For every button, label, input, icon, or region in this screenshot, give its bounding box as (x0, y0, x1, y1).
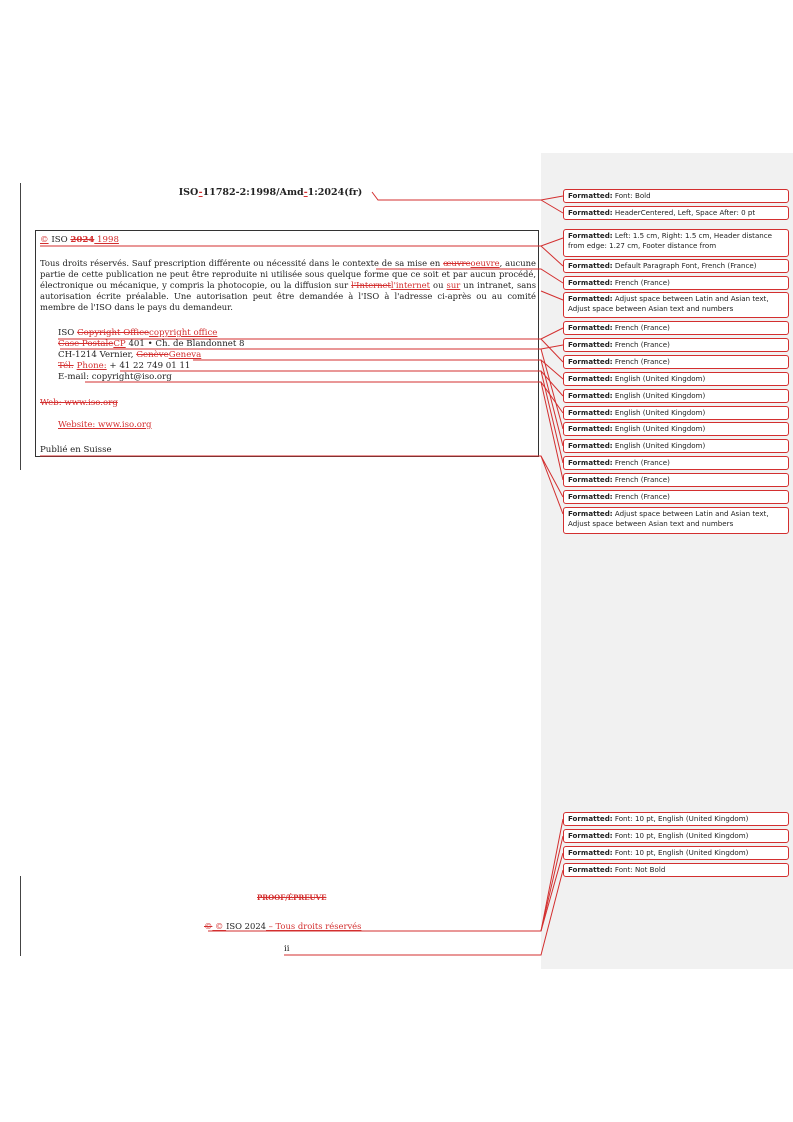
copyright-symbol: © (40, 235, 49, 245)
comment-text: Font: Bold (612, 191, 651, 200)
footer-iso: ISO (226, 921, 242, 931)
comment-label: Formatted: (568, 831, 613, 840)
comment-text: Left: 1.5 cm, Right: 1.5 cm, Header distance from edge: 1.27 cm, Footer distance from (568, 231, 773, 250)
comment-text: Font: 10 pt, English (United Kingdom) (612, 831, 749, 840)
address-text: + 41 22 749 01 11 (106, 361, 191, 371)
deleted-year: 2024 (70, 235, 95, 245)
deleted-text: œuvre (443, 258, 471, 268)
comment-label: Formatted: (568, 340, 613, 349)
connector-line (40, 456, 563, 497)
copyright-iso: ISO (48, 235, 71, 245)
connector-line (58, 328, 563, 339)
comment-label: Formatted: (568, 408, 613, 417)
proof-label: PROOF/ÉPREUVE (257, 893, 327, 902)
inserted-text: Geneva (168, 350, 202, 360)
header-text: 11782-2:1998/Amd (202, 187, 304, 198)
comment-text: English (United Kingdom) (612, 391, 706, 400)
comment-label: Formatted: (568, 208, 613, 217)
inserted-text: sur (446, 280, 461, 290)
deleted-text: Tél. (58, 361, 74, 371)
comment-label: Formatted: (568, 294, 613, 303)
comment-label: Formatted: (568, 458, 613, 467)
comment-label: Formatted: (568, 323, 613, 332)
deleted-web-line: Web: www.iso.org (40, 398, 118, 408)
deleted-text: Copyright Office (77, 328, 150, 338)
connector-line (541, 291, 563, 300)
comment-label: Formatted: (568, 261, 613, 270)
deleted-symbol: © (204, 921, 213, 931)
address-text: CH-1214 Vernier, (58, 350, 137, 360)
connector-line (85, 382, 563, 413)
comment-label: Formatted: (568, 441, 613, 450)
comment-label: Formatted: (568, 475, 613, 484)
inserted-text: CP (113, 339, 126, 349)
comment-text: French (France) (612, 492, 670, 501)
comment-text: French (France) (612, 278, 670, 287)
paragraph-text: , aucune partie de cette publication ne peut être reproduite ni utilisée sous quelque forme que ce soit et par aucun procédé, électronique ou mécanique, y compris la photocopie, ou la diffusion sur (40, 258, 536, 290)
page-number: ii (284, 944, 290, 954)
footer-rights: – Tous droits réservés (265, 921, 362, 931)
comment-label: Formatted: (568, 509, 613, 518)
paragraph-text: Tous droits réservés. Sauf prescription différente ou nécessité dans le contexte de sa mise en (40, 258, 444, 268)
address-text: E-mail: (58, 372, 92, 382)
comment-text: English (United Kingdom) (612, 441, 706, 450)
paragraph-text: un intranet, sans autorisation écrite préalable. Une autorisation peut être demandée à l'ISO à l'adresse ci-après ou au comité membre de l'ISO dans le pays du demandeur. (40, 280, 536, 312)
published-in: Publié en Suisse (40, 445, 112, 455)
comment-text: Font: 10 pt, English (United Kingdom) (612, 848, 749, 857)
connector-line (60, 345, 563, 349)
comment-text: French (France) (612, 475, 670, 484)
comment-text: English (United Kingdom) (612, 374, 706, 383)
comment-text: English (United Kingdom) (612, 424, 706, 433)
footer-year: 2024 (242, 921, 266, 931)
connector-line (541, 246, 563, 266)
comment-text: Font: Not Bold (612, 865, 666, 874)
comment-text: French (France) (612, 458, 670, 467)
deleted-text: l'Internet (351, 280, 391, 290)
comment-text: HeaderCentered, Left, Space After: 0 pt (612, 208, 756, 217)
comment-label: Formatted: (568, 357, 613, 366)
connector-line (376, 269, 563, 283)
inserted-text: l'internet (390, 280, 430, 290)
inserted-text: oeuvre (470, 258, 500, 268)
connector-line (40, 238, 563, 246)
connector-line (372, 192, 563, 200)
comment-text: French (France) (612, 323, 670, 332)
comment-label: Formatted: (568, 848, 613, 857)
connector-line (541, 200, 563, 213)
deleted-text: Case Postale (58, 339, 114, 349)
comment-label: Formatted: (568, 814, 613, 823)
email-link[interactable]: copyright@iso.org (91, 372, 172, 382)
inserted-text: Phone: (76, 361, 107, 371)
comment-label: Formatted: (568, 865, 613, 874)
header-text: ISO (178, 187, 199, 198)
inserted-symbol: © (212, 921, 227, 931)
address-text: ISO (58, 328, 78, 338)
comment-label: Formatted: (568, 374, 613, 383)
comment-text: Adjust space between Latin and Asian text, Adjust space between Asian text and numbers (568, 294, 769, 313)
address-text: 401 • Ch. de Blandonnet 8 (125, 339, 245, 349)
deleted-text: Genève (136, 350, 169, 360)
comment-text: Font: 10 pt, English (United Kingdom) (612, 814, 749, 823)
comment-text: Default Paragraph Font, French (France) (612, 261, 757, 270)
connector-line (120, 371, 563, 396)
comment-text: French (France) (612, 357, 670, 366)
comment-text: English (United Kingdom) (612, 408, 706, 417)
comment-text: Adjust space between Latin and Asian text, Adjust space between Asian text and numbers (568, 509, 769, 528)
connector-line (284, 870, 563, 955)
inserted-website-line[interactable]: Website: www.iso.org (58, 420, 152, 430)
connector-line (193, 360, 563, 379)
comment-label: Formatted: (568, 391, 613, 400)
inserted-year: 1998 (94, 235, 119, 245)
comment-label: Formatted: (568, 278, 613, 287)
paragraph-text: ou (430, 280, 447, 290)
inserted-text: copyright office (149, 328, 218, 338)
connector-line (208, 819, 563, 931)
connector-line (541, 853, 563, 931)
comment-text: French (France) (612, 340, 670, 349)
connector-line (541, 339, 563, 362)
header-insertion: - (198, 187, 203, 198)
comment-label: Formatted: (568, 231, 613, 240)
comment-label: Formatted: (568, 191, 613, 200)
comment-label: Formatted: (568, 424, 613, 433)
header-text: 1:2024(fr) (307, 187, 363, 198)
comment-label: Formatted: (568, 492, 613, 501)
header-insertion: - (303, 187, 308, 198)
